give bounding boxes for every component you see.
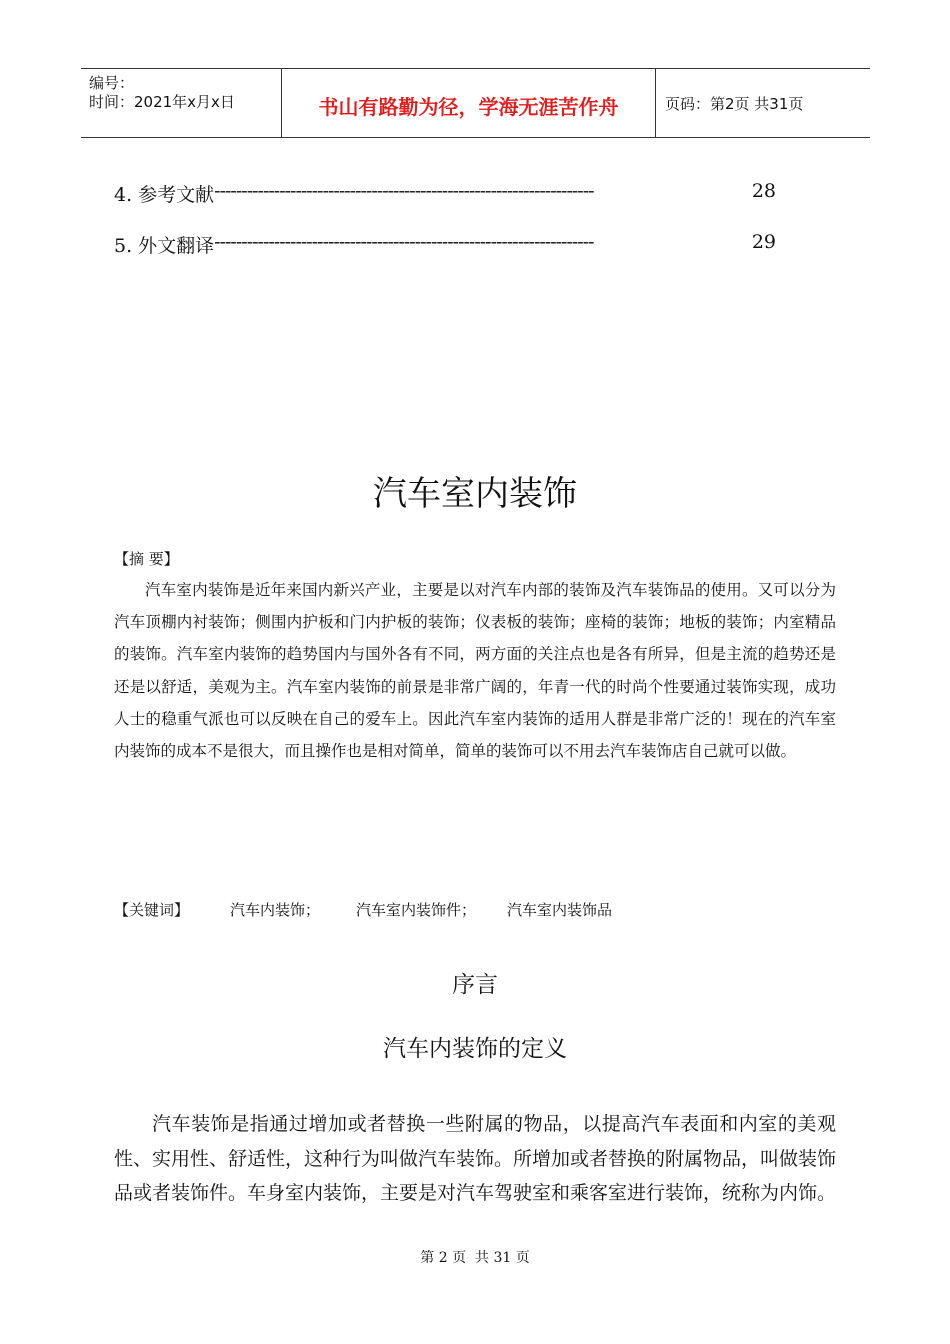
keywords-label: 【关键词】 — [114, 901, 190, 919]
toc-entry-label: 4. 参考文献 — [114, 184, 215, 206]
toc-leader: ---------------------------------------------------------------------- — [214, 231, 594, 253]
subsection-heading: 汽车内装饰的定义 — [383, 1036, 567, 1062]
header-meta-cell — [81, 69, 281, 137]
page-header — [81, 68, 870, 138]
document-date: 时间：2021年x月x日 — [89, 93, 235, 111]
keyword-item: 汽车室内装饰品 — [507, 901, 613, 919]
toc-leader: ---------------------------------------------------------------------- — [214, 180, 594, 202]
abstract-text: 汽车室内装饰是近年来国内新兴产业，主要是以对汽车内部的装饰及汽车装饰品的使用。又可以分为汽车顶棚内衬装饰；侧围内护板和门内护板的装饰；仪表板的装饰；座椅的装饰；地板的装饰；内室精品的装饰。汽车室内装饰的趋势国内与国外各有不同，两方面的关注点也是各有所异，但是主流的趋势还是还是以舒适，美观为主。汽车室内装饰的前景是非常广阔的，年青一代的时尚个性要通过装饰实现，成功人士的稳重气派也可以反映在自己的爱车上。因此汽车室内装饰的适用人群是非常广泛的！现在的汽车室内装饰的成本不是很大，而且操作也是相对简单，简单的装饰可以不用去汽车装饰店自己就可以做。 — [114, 581, 836, 761]
toc-entry — [114, 180, 776, 207]
abstract-label: 【摘 要】 — [114, 550, 179, 568]
keyword-item: 汽车室内装饰件； — [356, 901, 477, 919]
header-motto-cell — [281, 69, 656, 137]
header-page-cell — [655, 69, 870, 137]
section-heading: 序言 — [452, 972, 498, 998]
toc-page-number: 28 — [751, 180, 776, 202]
keyword-item: 汽车内装饰； — [230, 901, 321, 919]
header-motto: 书山有路勤为径，学海无涯苦作舟 — [318, 95, 619, 119]
toc-entry-label: 5. 外文翻译 — [114, 235, 215, 257]
body-paragraph: 汽车装饰是指通过增加或者替换一些附属的物品，以提高汽车表面和内室的美观性、实用性、舒适性，这种行为叫做汽车装饰。所增加或者替换的附属物品，叫做装饰品或者装饰件。车身室内装饰，主要是对汽车驾驶室和乘客室进行装饰，统称为内饰。 — [114, 1113, 837, 1204]
document-number-label: 编号： — [89, 74, 135, 92]
document-title: 汽车室内装饰 — [373, 474, 577, 514]
header-page-info: 页码：第2页 共31页 — [665, 95, 804, 113]
toc-entry — [114, 231, 776, 258]
toc-page-number: 29 — [751, 231, 776, 253]
page-footer: 第 2 页 共 31 页 — [420, 1250, 530, 1266]
